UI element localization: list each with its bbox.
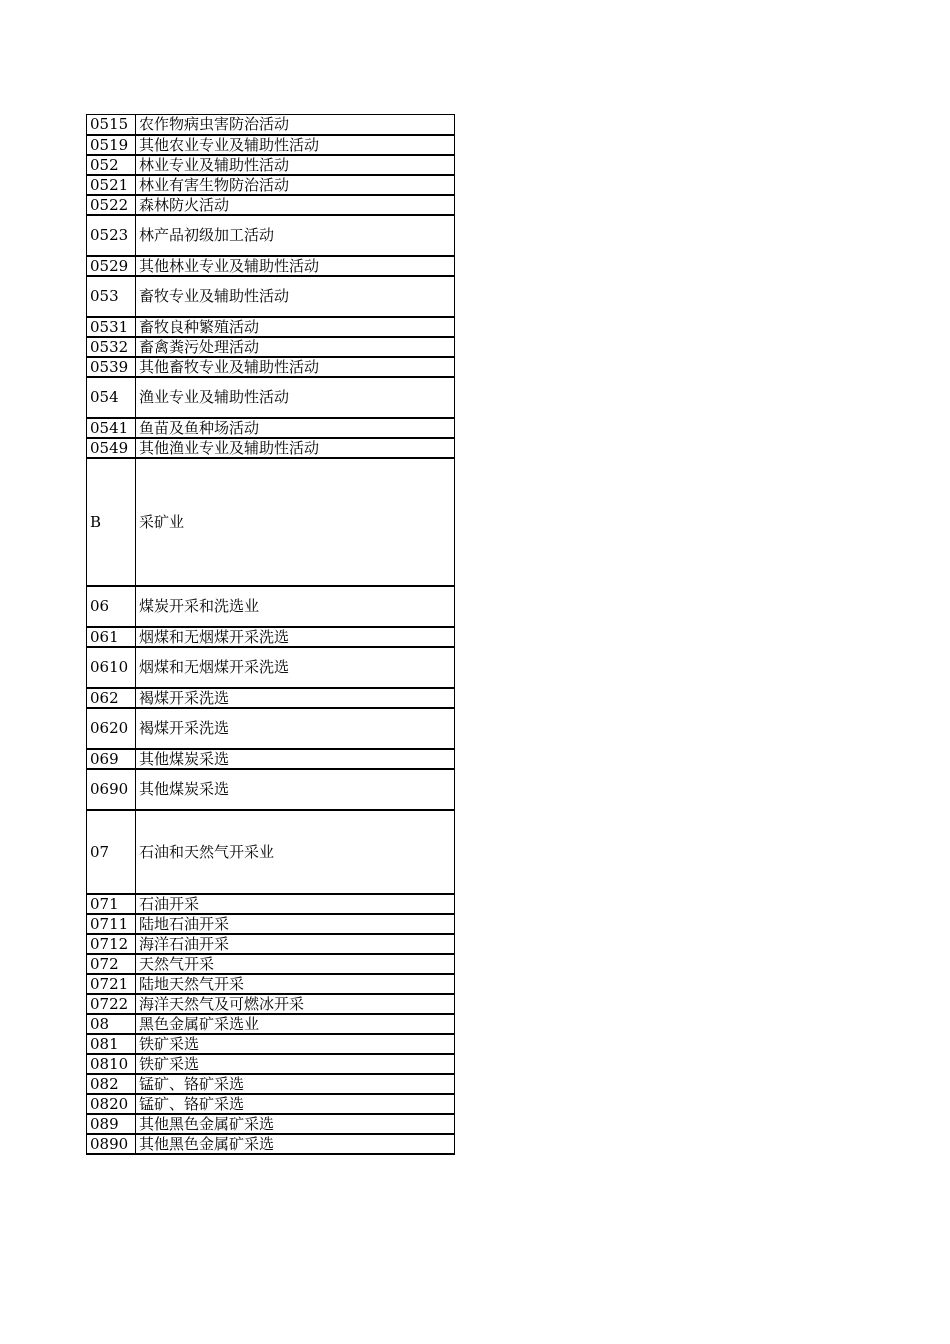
table-body [87, 115, 455, 1154]
industry-name-cell: 其他农业专业及辅助性活动 [136, 135, 455, 155]
table-row [87, 688, 455, 708]
industry-name-cell: 其他畜牧专业及辅助性活动 [136, 357, 455, 377]
industry-code-cell: 069 [87, 749, 136, 769]
table-row [87, 215, 455, 256]
table-row [87, 749, 455, 769]
industry-code-cell: 0531 [87, 317, 136, 337]
table-row [87, 1034, 455, 1054]
industry-code-cell: 061 [87, 627, 136, 647]
table-row [87, 256, 455, 276]
industry-name-cell: 锰矿、铬矿采选 [136, 1094, 455, 1114]
table-row [87, 1134, 455, 1154]
table-row [87, 994, 455, 1014]
industry-code-cell: 0549 [87, 438, 136, 458]
industry-name-cell: 铁矿采选 [136, 1034, 455, 1054]
industry-name-cell: 石油开采 [136, 894, 455, 914]
industry-name-cell: 其他渔业专业及辅助性活动 [136, 438, 455, 458]
industry-code-cell: 052 [87, 155, 136, 175]
table-row [87, 195, 455, 215]
table-row [87, 1074, 455, 1094]
table-row [87, 769, 455, 810]
table-row [87, 135, 455, 155]
table-row [87, 377, 455, 418]
industry-code-cell: 0890 [87, 1134, 136, 1154]
industry-code-cell: 0820 [87, 1094, 136, 1114]
industry-name-cell: 畜禽粪污处理活动 [136, 337, 455, 357]
industry-name-cell: 林业专业及辅助性活动 [136, 155, 455, 175]
table-row [87, 586, 455, 627]
table-row [87, 155, 455, 175]
industry-name-cell: 鱼苗及鱼种场活动 [136, 418, 455, 438]
industry-code-cell: B [87, 458, 136, 586]
industry-name-cell: 褐煤开采洗选 [136, 688, 455, 708]
industry-name-cell: 其他煤炭采选 [136, 769, 455, 810]
industry-code-cell: 062 [87, 688, 136, 708]
industry-name-cell: 黑色金属矿采选业 [136, 1014, 455, 1034]
table-row [87, 1014, 455, 1034]
table-row [87, 438, 455, 458]
industry-name-cell: 褐煤开采洗选 [136, 708, 455, 749]
industry-code-cell: 07 [87, 810, 136, 894]
table-row [87, 418, 455, 438]
industry-code-cell: 0721 [87, 974, 136, 994]
industry-name-cell: 采矿业 [136, 458, 455, 586]
industry-name-cell: 森林防火活动 [136, 195, 455, 215]
table-row [87, 934, 455, 954]
table-row [87, 1114, 455, 1134]
industry-name-cell: 锰矿、铬矿采选 [136, 1074, 455, 1094]
table-row [87, 974, 455, 994]
industry-code-cell: 0519 [87, 135, 136, 155]
industry-code-cell: 0515 [87, 115, 136, 135]
industry-code-cell: 0610 [87, 647, 136, 688]
table-row [87, 954, 455, 974]
table-row [87, 1094, 455, 1114]
industry-name-cell: 畜牧专业及辅助性活动 [136, 276, 455, 317]
industry-code-cell: 081 [87, 1034, 136, 1054]
industry-name-cell: 林产品初级加工活动 [136, 215, 455, 256]
industry-name-cell: 其他煤炭采选 [136, 749, 455, 769]
industry-code-cell: 0523 [87, 215, 136, 256]
industry-name-cell: 农作物病虫害防治活动 [136, 115, 455, 135]
industry-code-cell: 0690 [87, 769, 136, 810]
industry-name-cell: 畜牧良种繁殖活动 [136, 317, 455, 337]
table-row [87, 627, 455, 647]
industry-name-cell: 陆地天然气开采 [136, 974, 455, 994]
table-row [87, 317, 455, 337]
table-row [87, 115, 455, 135]
industry-name-cell: 石油和天然气开采业 [136, 810, 455, 894]
industry-name-cell: 其他黑色金属矿采选 [136, 1114, 455, 1134]
industry-code-cell: 0712 [87, 934, 136, 954]
industry-code-cell: 071 [87, 894, 136, 914]
table-row [87, 810, 455, 894]
industry-name-cell: 海洋天然气及可燃冰开采 [136, 994, 455, 1014]
table-row [87, 337, 455, 357]
industry-code-cell: 08 [87, 1014, 136, 1034]
industry-name-cell: 其他黑色金属矿采选 [136, 1134, 455, 1154]
industry-code-cell: 053 [87, 276, 136, 317]
industry-code-cell: 06 [87, 586, 136, 627]
industry-code-cell: 0521 [87, 175, 136, 195]
table-row [87, 914, 455, 934]
industry-name-cell: 林业有害生物防治活动 [136, 175, 455, 195]
industry-name-cell: 其他林业专业及辅助性活动 [136, 256, 455, 276]
table-row [87, 458, 455, 586]
industry-name-cell: 海洋石油开采 [136, 934, 455, 954]
industry-code-table [86, 114, 455, 1155]
industry-name-cell: 煤炭开采和洗选业 [136, 586, 455, 627]
industry-name-cell: 烟煤和无烟煤开采洗选 [136, 627, 455, 647]
industry-code-cell: 0810 [87, 1054, 136, 1074]
industry-name-cell: 烟煤和无烟煤开采洗选 [136, 647, 455, 688]
industry-code-cell: 0711 [87, 914, 136, 934]
industry-code-cell: 0541 [87, 418, 136, 438]
industry-name-cell: 渔业专业及辅助性活动 [136, 377, 455, 418]
table-row [87, 894, 455, 914]
industry-code-cell: 0539 [87, 357, 136, 377]
industry-code-cell: 089 [87, 1114, 136, 1134]
table-row [87, 1054, 455, 1074]
industry-code-cell: 0529 [87, 256, 136, 276]
industry-code-cell: 0532 [87, 337, 136, 357]
industry-code-cell: 0722 [87, 994, 136, 1014]
table-row [87, 175, 455, 195]
table-row [87, 357, 455, 377]
table-row [87, 708, 455, 749]
table-row [87, 647, 455, 688]
industry-code-cell: 0522 [87, 195, 136, 215]
industry-name-cell: 陆地石油开采 [136, 914, 455, 934]
industry-code-cell: 072 [87, 954, 136, 974]
industry-code-cell: 082 [87, 1074, 136, 1094]
industry-name-cell: 天然气开采 [136, 954, 455, 974]
industry-code-cell: 0620 [87, 708, 136, 749]
industry-name-cell: 铁矿采选 [136, 1054, 455, 1074]
table-row [87, 276, 455, 317]
industry-code-cell: 054 [87, 377, 136, 418]
